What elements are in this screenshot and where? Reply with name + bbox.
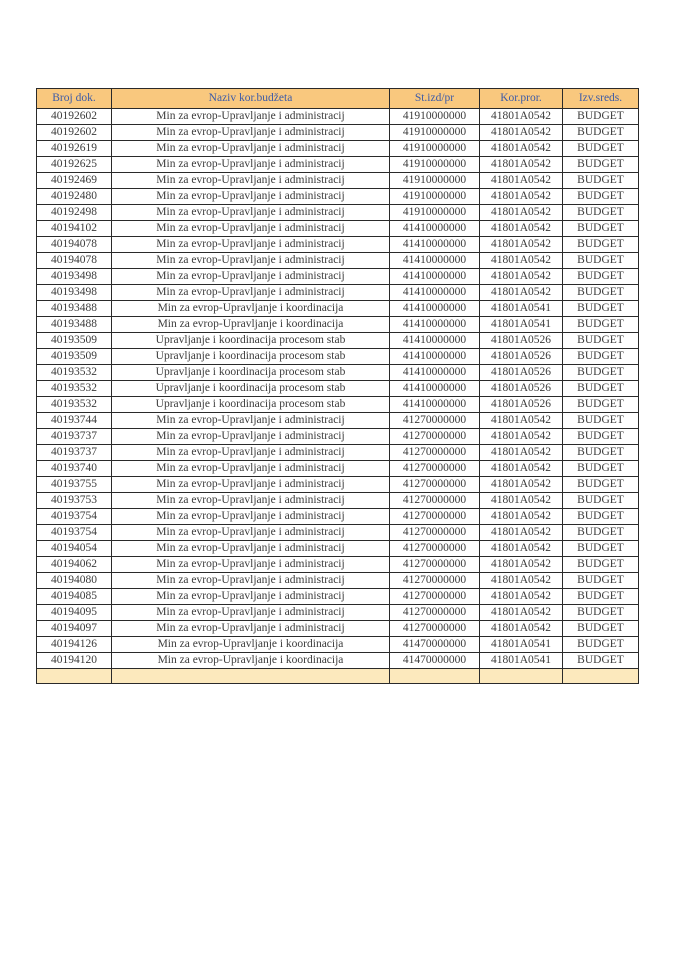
table-row bbox=[37, 589, 639, 605]
cell-broj_dok: 40192602 bbox=[37, 125, 112, 141]
cell-kor_pror: 41801A0542 bbox=[480, 589, 563, 605]
cell-naziv: Min za evrop-Upravljanje i administracij bbox=[112, 221, 390, 237]
cell-naziv: Min za evrop-Upravljanje i administracij bbox=[112, 125, 390, 141]
cell-st_izd_pr: 41270000000 bbox=[390, 509, 480, 525]
cell-kor_pror: 41801A0541 bbox=[480, 301, 563, 317]
cell-broj_dok: 40193532 bbox=[37, 397, 112, 413]
cell-kor_pror: 41801A0542 bbox=[480, 605, 563, 621]
empty-cell-broj_dok bbox=[37, 669, 112, 684]
cell-naziv: Min za evrop-Upravljanje i administracij bbox=[112, 285, 390, 301]
empty-cell-st_izd_pr bbox=[390, 669, 480, 684]
cell-st_izd_pr: 41410000000 bbox=[390, 333, 480, 349]
cell-kor_pror: 41801A0542 bbox=[480, 493, 563, 509]
cell-naziv: Min za evrop-Upravljanje i administracij bbox=[112, 253, 390, 269]
cell-naziv: Min za evrop-Upravljanje i administracij bbox=[112, 461, 390, 477]
table-row bbox=[37, 349, 639, 365]
table-row bbox=[37, 605, 639, 621]
cell-izv_sreds: BUDGET bbox=[563, 333, 639, 349]
col-header-broj-dok: Broj dok. bbox=[37, 89, 112, 109]
cell-naziv: Min za evrop-Upravljanje i administracij bbox=[112, 541, 390, 557]
cell-izv_sreds: BUDGET bbox=[563, 557, 639, 573]
cell-izv_sreds: BUDGET bbox=[563, 221, 639, 237]
cell-izv_sreds: BUDGET bbox=[563, 173, 639, 189]
cell-st_izd_pr: 41270000000 bbox=[390, 493, 480, 509]
cell-broj_dok: 40193737 bbox=[37, 429, 112, 445]
table-row bbox=[37, 285, 639, 301]
cell-broj_dok: 40194085 bbox=[37, 589, 112, 605]
cell-izv_sreds: BUDGET bbox=[563, 381, 639, 397]
cell-izv_sreds: BUDGET bbox=[563, 445, 639, 461]
cell-st_izd_pr: 41410000000 bbox=[390, 221, 480, 237]
cell-st_izd_pr: 41910000000 bbox=[390, 205, 480, 221]
cell-kor_pror: 41801A0526 bbox=[480, 397, 563, 413]
cell-broj_dok: 40194054 bbox=[37, 541, 112, 557]
cell-broj_dok: 40194080 bbox=[37, 573, 112, 589]
cell-izv_sreds: BUDGET bbox=[563, 429, 639, 445]
cell-broj_dok: 40193753 bbox=[37, 493, 112, 509]
cell-naziv: Min za evrop-Upravljanje i administracij bbox=[112, 413, 390, 429]
table-row bbox=[37, 205, 639, 221]
table-row bbox=[37, 573, 639, 589]
cell-naziv: Upravljanje i koordinacija procesom stab bbox=[112, 397, 390, 413]
cell-broj_dok: 40192602 bbox=[37, 109, 112, 125]
cell-broj_dok: 40194062 bbox=[37, 557, 112, 573]
col-header-kor-pror: Kor.pror. bbox=[480, 89, 563, 109]
table-row bbox=[37, 109, 639, 125]
cell-naziv: Min za evrop-Upravljanje i koordinacija bbox=[112, 637, 390, 653]
cell-kor_pror: 41801A0526 bbox=[480, 333, 563, 349]
cell-naziv: Upravljanje i koordinacija procesom stab bbox=[112, 349, 390, 365]
table-row bbox=[37, 301, 639, 317]
cell-broj_dok: 40194120 bbox=[37, 653, 112, 669]
cell-broj_dok: 40194102 bbox=[37, 221, 112, 237]
cell-st_izd_pr: 41410000000 bbox=[390, 269, 480, 285]
cell-naziv: Min za evrop-Upravljanje i administracij bbox=[112, 525, 390, 541]
cell-izv_sreds: BUDGET bbox=[563, 589, 639, 605]
table-row bbox=[37, 541, 639, 557]
cell-broj_dok: 40192625 bbox=[37, 157, 112, 173]
cell-izv_sreds: BUDGET bbox=[563, 509, 639, 525]
cell-naziv: Min za evrop-Upravljanje i koordinacija bbox=[112, 653, 390, 669]
cell-naziv: Min za evrop-Upravljanje i administracij bbox=[112, 237, 390, 253]
cell-naziv: Min za evrop-Upravljanje i administracij bbox=[112, 445, 390, 461]
cell-naziv: Min za evrop-Upravljanje i administracij bbox=[112, 269, 390, 285]
cell-kor_pror: 41801A0542 bbox=[480, 621, 563, 637]
table-row bbox=[37, 637, 639, 653]
col-header-st-izd-pr: St.izd/pr bbox=[390, 89, 480, 109]
cell-st_izd_pr: 41410000000 bbox=[390, 381, 480, 397]
cell-izv_sreds: BUDGET bbox=[563, 301, 639, 317]
cell-izv_sreds: BUDGET bbox=[563, 365, 639, 381]
table-row bbox=[37, 269, 639, 285]
table-row bbox=[37, 221, 639, 237]
table-row bbox=[37, 237, 639, 253]
cell-izv_sreds: BUDGET bbox=[563, 573, 639, 589]
cell-kor_pror: 41801A0542 bbox=[480, 125, 563, 141]
cell-broj_dok: 40194126 bbox=[37, 637, 112, 653]
col-header-izv-sreds: Izv.sreds. bbox=[563, 89, 639, 109]
table-row bbox=[37, 317, 639, 333]
cell-broj_dok: 40193532 bbox=[37, 381, 112, 397]
budget-table bbox=[36, 88, 639, 684]
cell-kor_pror: 41801A0542 bbox=[480, 269, 563, 285]
table-row bbox=[37, 621, 639, 637]
cell-izv_sreds: BUDGET bbox=[563, 317, 639, 333]
cell-broj_dok: 40192498 bbox=[37, 205, 112, 221]
cell-izv_sreds: BUDGET bbox=[563, 541, 639, 557]
cell-st_izd_pr: 41270000000 bbox=[390, 541, 480, 557]
table-row bbox=[37, 381, 639, 397]
cell-broj_dok: 40192480 bbox=[37, 189, 112, 205]
cell-kor_pror: 41801A0542 bbox=[480, 445, 563, 461]
cell-naziv: Min za evrop-Upravljanje i administracij bbox=[112, 141, 390, 157]
table-row bbox=[37, 189, 639, 205]
cell-naziv: Min za evrop-Upravljanje i administracij bbox=[112, 621, 390, 637]
table-row bbox=[37, 461, 639, 477]
cell-naziv: Min za evrop-Upravljanje i administracij bbox=[112, 477, 390, 493]
cell-st_izd_pr: 41470000000 bbox=[390, 637, 480, 653]
cell-kor_pror: 41801A0542 bbox=[480, 253, 563, 269]
empty-cell-kor_pror bbox=[480, 669, 563, 684]
cell-kor_pror: 41801A0542 bbox=[480, 173, 563, 189]
cell-st_izd_pr: 41270000000 bbox=[390, 621, 480, 637]
cell-st_izd_pr: 41270000000 bbox=[390, 557, 480, 573]
cell-kor_pror: 41801A0526 bbox=[480, 381, 563, 397]
cell-naziv: Min za evrop-Upravljanje i administracij bbox=[112, 109, 390, 125]
table-row bbox=[37, 557, 639, 573]
cell-broj_dok: 40193498 bbox=[37, 285, 112, 301]
cell-naziv: Min za evrop-Upravljanje i administracij bbox=[112, 157, 390, 173]
table-row bbox=[37, 173, 639, 189]
cell-st_izd_pr: 41410000000 bbox=[390, 317, 480, 333]
cell-broj_dok: 40193498 bbox=[37, 269, 112, 285]
cell-izv_sreds: BUDGET bbox=[563, 525, 639, 541]
cell-izv_sreds: BUDGET bbox=[563, 461, 639, 477]
table-row bbox=[37, 141, 639, 157]
cell-broj_dok: 40193754 bbox=[37, 509, 112, 525]
cell-izv_sreds: BUDGET bbox=[563, 413, 639, 429]
cell-st_izd_pr: 41410000000 bbox=[390, 285, 480, 301]
cell-st_izd_pr: 41410000000 bbox=[390, 397, 480, 413]
cell-izv_sreds: BUDGET bbox=[563, 493, 639, 509]
cell-kor_pror: 41801A0542 bbox=[480, 557, 563, 573]
cell-naziv: Min za evrop-Upravljanje i administracij bbox=[112, 509, 390, 525]
cell-broj_dok: 40193737 bbox=[37, 445, 112, 461]
table-row bbox=[37, 413, 639, 429]
cell-izv_sreds: BUDGET bbox=[563, 285, 639, 301]
table-row bbox=[37, 125, 639, 141]
cell-naziv: Min za evrop-Upravljanje i koordinacija bbox=[112, 317, 390, 333]
cell-kor_pror: 41801A0542 bbox=[480, 429, 563, 445]
cell-kor_pror: 41801A0542 bbox=[480, 141, 563, 157]
cell-broj_dok: 40192619 bbox=[37, 141, 112, 157]
cell-izv_sreds: BUDGET bbox=[563, 621, 639, 637]
table-row bbox=[37, 333, 639, 349]
empty-cell-naziv bbox=[112, 669, 390, 684]
table-row bbox=[37, 429, 639, 445]
cell-st_izd_pr: 41410000000 bbox=[390, 237, 480, 253]
cell-st_izd_pr: 41910000000 bbox=[390, 125, 480, 141]
cell-kor_pror: 41801A0542 bbox=[480, 237, 563, 253]
cell-broj_dok: 40193488 bbox=[37, 301, 112, 317]
cell-kor_pror: 41801A0526 bbox=[480, 349, 563, 365]
cell-st_izd_pr: 41270000000 bbox=[390, 445, 480, 461]
cell-st_izd_pr: 41910000000 bbox=[390, 157, 480, 173]
empty-footer-row bbox=[37, 669, 639, 684]
cell-kor_pror: 41801A0542 bbox=[480, 109, 563, 125]
cell-broj_dok: 40193755 bbox=[37, 477, 112, 493]
cell-kor_pror: 41801A0542 bbox=[480, 205, 563, 221]
cell-naziv: Upravljanje i koordinacija procesom stab bbox=[112, 365, 390, 381]
cell-kor_pror: 41801A0542 bbox=[480, 477, 563, 493]
cell-kor_pror: 41801A0541 bbox=[480, 653, 563, 669]
cell-st_izd_pr: 41270000000 bbox=[390, 589, 480, 605]
cell-naziv: Min za evrop-Upravljanje i administracij bbox=[112, 589, 390, 605]
cell-kor_pror: 41801A0542 bbox=[480, 509, 563, 525]
cell-izv_sreds: BUDGET bbox=[563, 253, 639, 269]
cell-izv_sreds: BUDGET bbox=[563, 477, 639, 493]
table-row bbox=[37, 493, 639, 509]
empty-cell-izv_sreds bbox=[563, 669, 639, 684]
table-row bbox=[37, 157, 639, 173]
cell-st_izd_pr: 41910000000 bbox=[390, 141, 480, 157]
cell-st_izd_pr: 41470000000 bbox=[390, 653, 480, 669]
cell-broj_dok: 40193488 bbox=[37, 317, 112, 333]
cell-st_izd_pr: 41910000000 bbox=[390, 189, 480, 205]
cell-izv_sreds: BUDGET bbox=[563, 237, 639, 253]
cell-kor_pror: 41801A0542 bbox=[480, 541, 563, 557]
cell-kor_pror: 41801A0542 bbox=[480, 157, 563, 173]
cell-broj_dok: 40194097 bbox=[37, 621, 112, 637]
cell-st_izd_pr: 41410000000 bbox=[390, 365, 480, 381]
table-row bbox=[37, 509, 639, 525]
cell-naziv: Upravljanje i koordinacija procesom stab bbox=[112, 381, 390, 397]
cell-broj_dok: 40194095 bbox=[37, 605, 112, 621]
cell-naziv: Min za evrop-Upravljanje i administracij bbox=[112, 573, 390, 589]
cell-st_izd_pr: 41910000000 bbox=[390, 173, 480, 189]
table-row bbox=[37, 397, 639, 413]
cell-izv_sreds: BUDGET bbox=[563, 605, 639, 621]
table-row bbox=[37, 253, 639, 269]
cell-broj_dok: 40193744 bbox=[37, 413, 112, 429]
table-row bbox=[37, 477, 639, 493]
cell-izv_sreds: BUDGET bbox=[563, 653, 639, 669]
cell-st_izd_pr: 41270000000 bbox=[390, 413, 480, 429]
cell-izv_sreds: BUDGET bbox=[563, 109, 639, 125]
table-row bbox=[37, 653, 639, 669]
cell-st_izd_pr: 41270000000 bbox=[390, 429, 480, 445]
cell-naziv: Min za evrop-Upravljanje i administracij bbox=[112, 205, 390, 221]
cell-st_izd_pr: 41410000000 bbox=[390, 253, 480, 269]
cell-broj_dok: 40193509 bbox=[37, 333, 112, 349]
cell-izv_sreds: BUDGET bbox=[563, 141, 639, 157]
cell-broj_dok: 40193740 bbox=[37, 461, 112, 477]
cell-kor_pror: 41801A0542 bbox=[480, 573, 563, 589]
cell-naziv: Min za evrop-Upravljanje i administracij bbox=[112, 429, 390, 445]
cell-st_izd_pr: 41270000000 bbox=[390, 477, 480, 493]
cell-st_izd_pr: 41410000000 bbox=[390, 301, 480, 317]
cell-kor_pror: 41801A0526 bbox=[480, 365, 563, 381]
cell-broj_dok: 40193532 bbox=[37, 365, 112, 381]
cell-kor_pror: 41801A0541 bbox=[480, 637, 563, 653]
cell-izv_sreds: BUDGET bbox=[563, 397, 639, 413]
cell-naziv: Upravljanje i koordinacija procesom stab bbox=[112, 333, 390, 349]
cell-kor_pror: 41801A0541 bbox=[480, 317, 563, 333]
cell-st_izd_pr: 41270000000 bbox=[390, 461, 480, 477]
cell-naziv: Min za evrop-Upravljanje i administracij bbox=[112, 557, 390, 573]
table-row bbox=[37, 365, 639, 381]
cell-naziv: Min za evrop-Upravljanje i administracij bbox=[112, 173, 390, 189]
cell-naziv: Min za evrop-Upravljanje i administracij bbox=[112, 605, 390, 621]
cell-naziv: Min za evrop-Upravljanje i administracij bbox=[112, 189, 390, 205]
cell-kor_pror: 41801A0542 bbox=[480, 189, 563, 205]
cell-st_izd_pr: 41410000000 bbox=[390, 349, 480, 365]
table-row bbox=[37, 445, 639, 461]
cell-broj_dok: 40193754 bbox=[37, 525, 112, 541]
cell-kor_pror: 41801A0542 bbox=[480, 525, 563, 541]
cell-izv_sreds: BUDGET bbox=[563, 205, 639, 221]
cell-izv_sreds: BUDGET bbox=[563, 349, 639, 365]
cell-naziv: Min za evrop-Upravljanje i koordinacija bbox=[112, 301, 390, 317]
header-row bbox=[37, 89, 639, 109]
cell-broj_dok: 40192469 bbox=[37, 173, 112, 189]
cell-st_izd_pr: 41270000000 bbox=[390, 573, 480, 589]
cell-broj_dok: 40193509 bbox=[37, 349, 112, 365]
cell-st_izd_pr: 41270000000 bbox=[390, 605, 480, 621]
cell-izv_sreds: BUDGET bbox=[563, 157, 639, 173]
cell-st_izd_pr: 41910000000 bbox=[390, 109, 480, 125]
cell-naziv: Min za evrop-Upravljanje i administracij bbox=[112, 493, 390, 509]
cell-izv_sreds: BUDGET bbox=[563, 637, 639, 653]
cell-izv_sreds: BUDGET bbox=[563, 125, 639, 141]
cell-kor_pror: 41801A0542 bbox=[480, 413, 563, 429]
cell-broj_dok: 40194078 bbox=[37, 253, 112, 269]
cell-kor_pror: 41801A0542 bbox=[480, 221, 563, 237]
cell-kor_pror: 41801A0542 bbox=[480, 285, 563, 301]
col-header-naziv: Naziv kor.budžeta bbox=[112, 89, 390, 109]
cell-kor_pror: 41801A0542 bbox=[480, 461, 563, 477]
cell-izv_sreds: BUDGET bbox=[563, 189, 639, 205]
table-row bbox=[37, 525, 639, 541]
cell-st_izd_pr: 41270000000 bbox=[390, 525, 480, 541]
cell-broj_dok: 40194078 bbox=[37, 237, 112, 253]
cell-izv_sreds: BUDGET bbox=[563, 269, 639, 285]
